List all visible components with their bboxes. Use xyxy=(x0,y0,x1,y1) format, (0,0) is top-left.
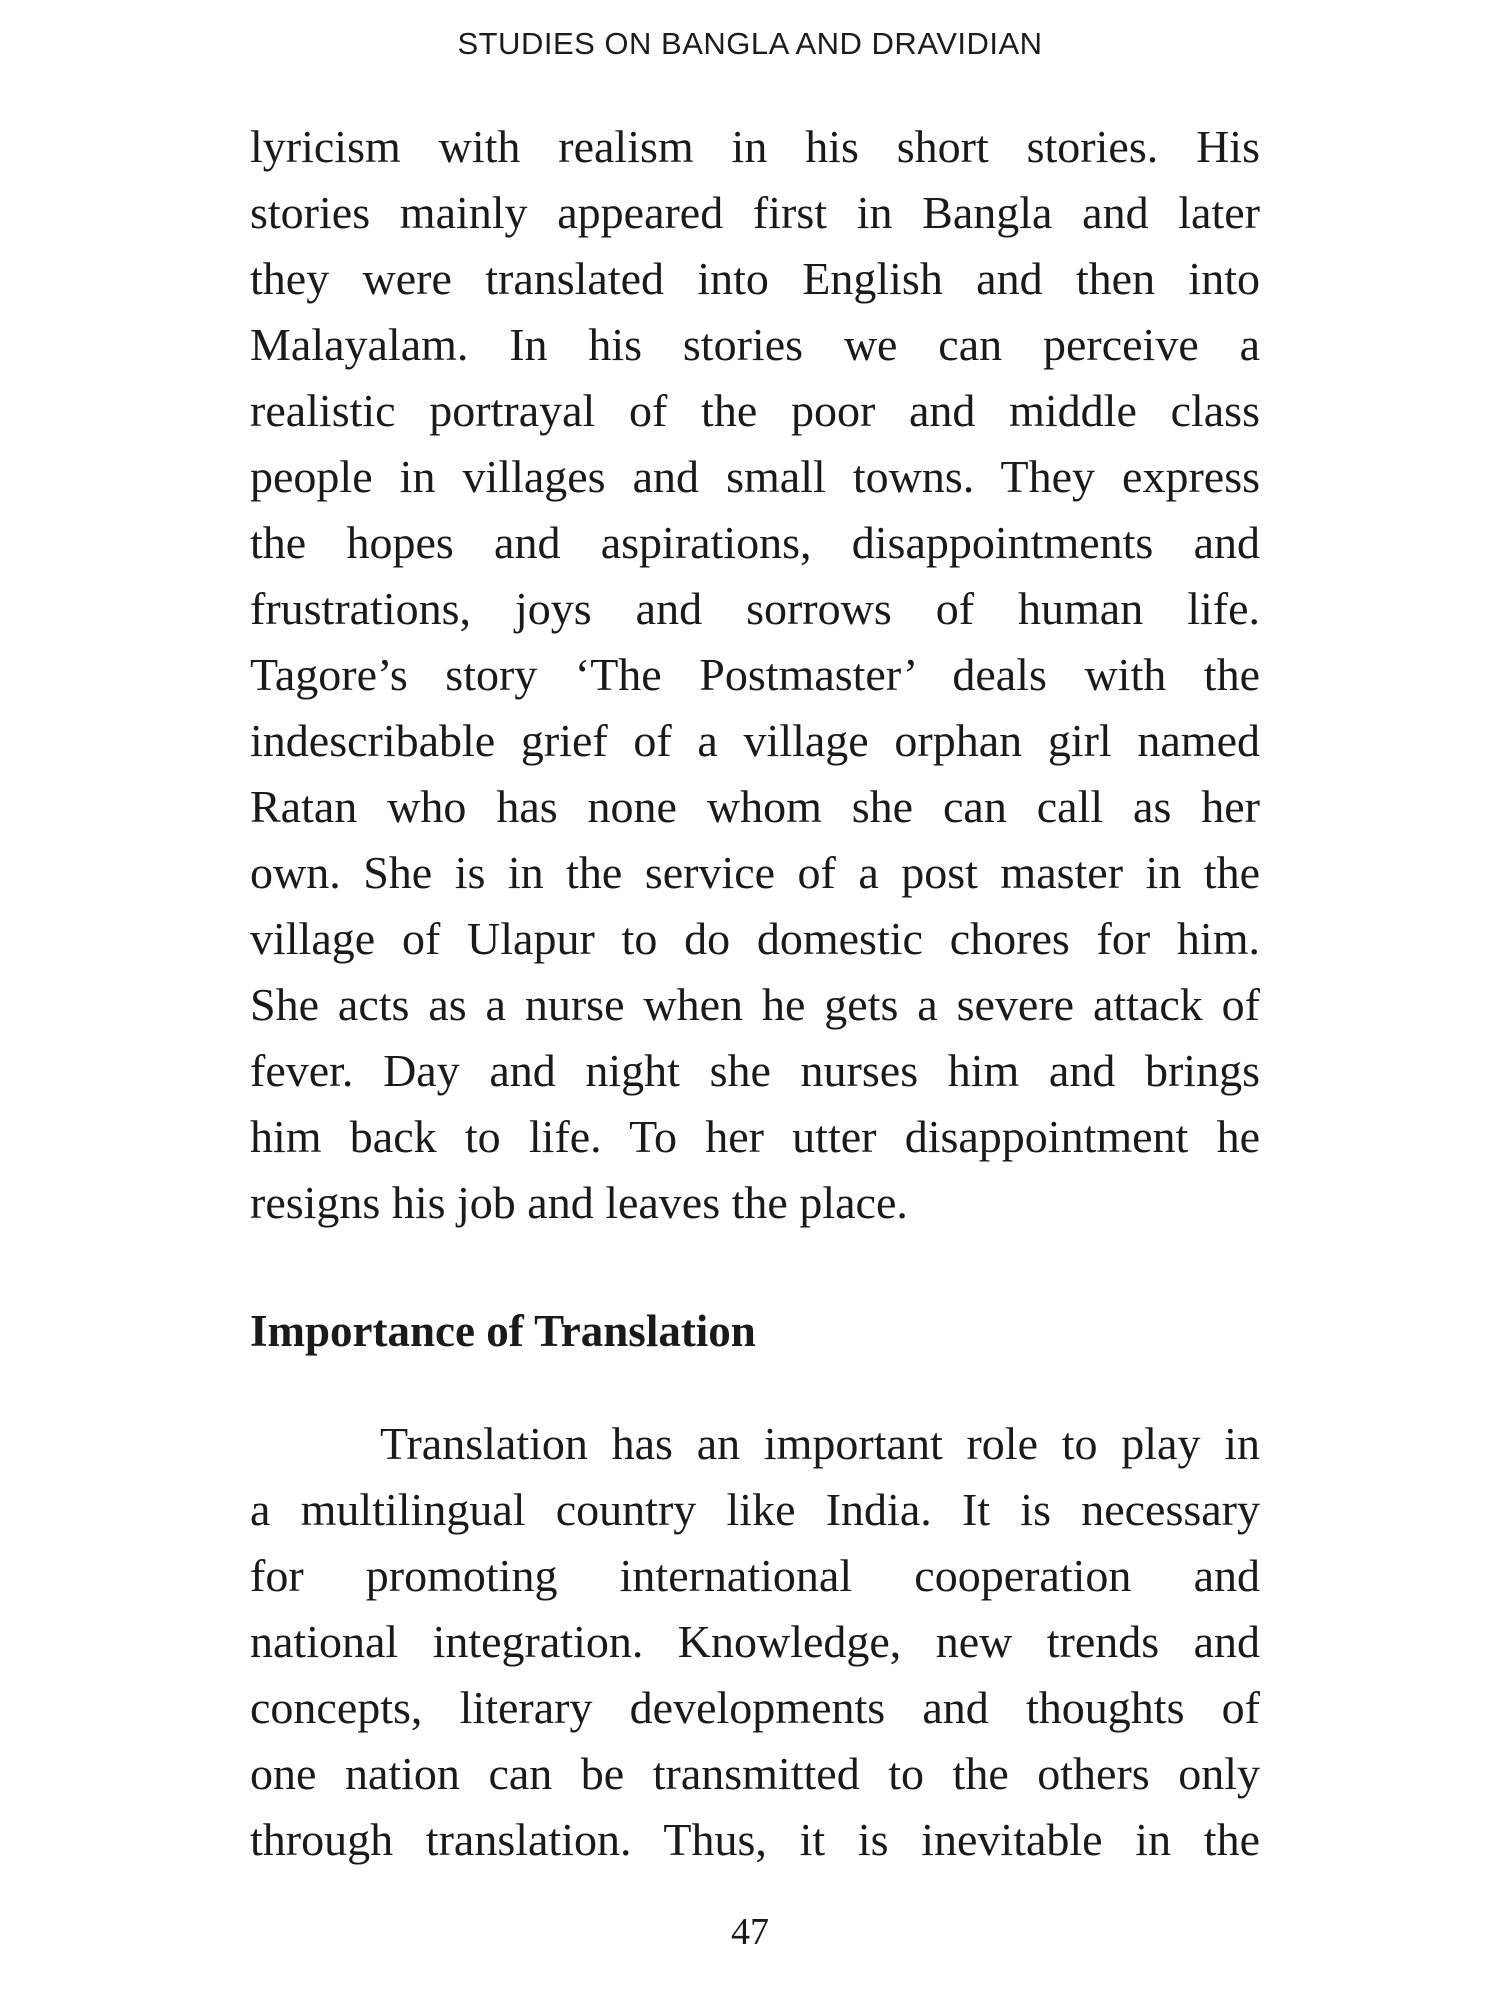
text-line: the hopes and aspirations, disappointments and xyxy=(250,517,1260,568)
running-header: STUDIES ON BANGLA AND DRAVIDIAN xyxy=(457,26,1043,61)
text-line: Tagore’s story ‘The Postmaster’ deals with the xyxy=(250,649,1260,700)
text-line: realistic portrayal of the poor and middle class xyxy=(250,385,1260,436)
text-line: village of Ulapur to do domestic chores for him. xyxy=(250,913,1260,964)
text-line: own. She is in the service of a post master in the xyxy=(250,847,1260,898)
paragraph-1 xyxy=(250,114,1260,1236)
text-line: a multilingual country like India. It is necessary xyxy=(250,1484,1260,1535)
text-line: indescribable grief of a village orphan girl named xyxy=(250,715,1260,766)
section-heading: Importance of Translation xyxy=(250,1306,756,1356)
text-line: lyricism with realism in his short stories. His xyxy=(250,121,1260,172)
text-line: through translation. Thus, it is inevitable in the xyxy=(250,1814,1260,1865)
text-line: resigns his job and leaves the place. xyxy=(250,1177,908,1228)
text-line: they were translated into English and then into xyxy=(250,253,1260,304)
text-line: Ratan who has none whom she can call as her xyxy=(250,781,1260,832)
text-line: Malayalam. In his stories we can perceive a xyxy=(250,319,1260,370)
text-line: one nation can be transmitted to the others only xyxy=(250,1748,1260,1799)
text-line: Translation has an important role to play in xyxy=(380,1418,1260,1469)
text-line: him back to life. To her utter disappointment he xyxy=(250,1111,1260,1162)
page-number: 47 xyxy=(731,1911,769,1953)
text-line: for promoting international cooperation and xyxy=(250,1550,1260,1601)
text-line: She acts as a nurse when he gets a severe attack of xyxy=(250,979,1260,1030)
text-line: stories mainly appeared first in Bangla and later xyxy=(250,187,1260,238)
text-line: fever. Day and night she nurses him and brings xyxy=(250,1045,1260,1096)
text-line: people in villages and small towns. They express xyxy=(250,451,1260,502)
text-line: frustrations, joys and sorrows of human life. xyxy=(250,583,1260,634)
paragraph-2 xyxy=(250,1411,1260,1873)
text-line: concepts, literary developments and thoughts of xyxy=(250,1682,1260,1733)
text-line: national integration. Knowledge, new trends and xyxy=(250,1616,1260,1667)
